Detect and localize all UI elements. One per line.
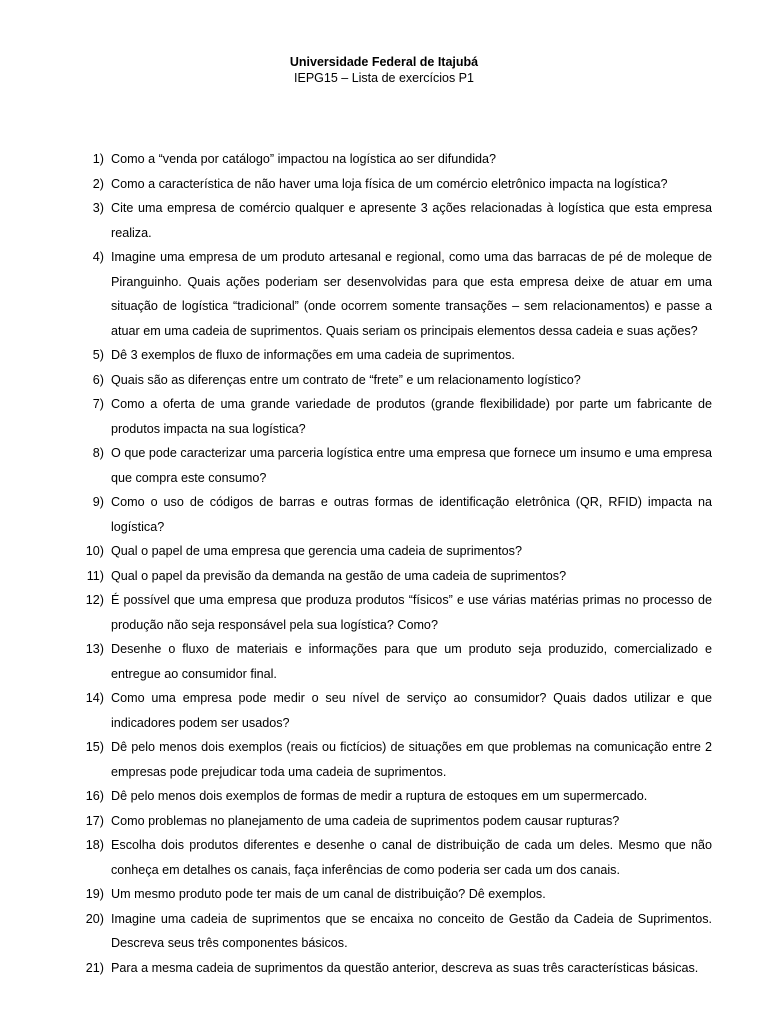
question-item (80, 441, 712, 490)
question-text: Cite uma empresa de comércio qualquer e apresente 3 ações relacionadas à logística que esta empresa realiza. (111, 201, 712, 240)
question-item (80, 343, 712, 368)
university-title: Universidade Federal de Itajubá (289, 55, 479, 69)
question-item (80, 539, 712, 564)
question-item (80, 490, 712, 539)
question-item (80, 833, 712, 882)
question-text: Como o uso de códigos de barras e outras formas de identificação eletrônica (QR, RFID) impacta na logística? (111, 495, 712, 534)
question-item (80, 784, 712, 809)
question-number: 16) (85, 789, 104, 803)
question-item (80, 245, 712, 343)
question-item (80, 907, 712, 956)
question-number: 7) (92, 397, 104, 411)
question-number: 13) (85, 642, 104, 656)
question-text: Qual o papel da previsão da demanda na gestão de uma cadeia de suprimentos? (111, 568, 567, 583)
question-number: 17) (85, 813, 104, 828)
question-item (80, 637, 712, 686)
question-number: 15) (85, 740, 104, 754)
exercise-list-subtitle: IEPG15 – Lista de exercícios P1 (294, 71, 474, 85)
question-text: Desenhe o fluxo de materiais e informações para que um produto seja produzido, comercializado e entregue ao consumidor final. (111, 642, 712, 681)
question-text: Como a oferta de uma grande variedade de produtos (grande flexibilidade) por parte um fabricante de produtos impacta na sua logística? (111, 397, 712, 436)
question-item (80, 368, 712, 393)
document-header (0, 54, 768, 86)
question-item (80, 392, 712, 441)
question-text: Quais são as diferenças entre um contrato de “frete” e um relacionamento logístico? (111, 372, 581, 387)
question-item (80, 172, 712, 197)
question-text: Um mesmo produto pode ter mais de um canal de distribuição? Dê exemplos. (111, 887, 546, 901)
question-number: 14) (85, 691, 104, 705)
question-number: 5) (92, 348, 104, 362)
question-number: 8) (92, 446, 104, 460)
question-text: Imagine uma empresa de um produto artesanal e regional, como uma das barracas de pé de moleque de Piranguinho. Quais ações poderiam ser desenvolvidas para que esta empresa deixe de atuar em uma situação de logística “tradicional” (onde ocorrem somente transações – sem relacionamentos) e passe a atuar em uma cadeia de suprimentos. Quais seriam os principais elementos dessa cadeia e suas ações? (111, 250, 712, 338)
question-text: Dê pelo menos dois exemplos (reais ou fictícios) de situações em que problemas na comunicação entre 2 empresas pode prejudicar toda uma cadeia de suprimentos. (111, 740, 712, 779)
question-text: Como problemas no planejamento de uma cadeia de suprimentos podem causar rupturas? (111, 813, 620, 828)
question-text: Imagine uma cadeia de suprimentos que se encaixa no conceito de Gestão da Cadeia de Suprimentos. Descreva seus três componentes básicos. (111, 911, 712, 950)
question-text: Como uma empresa pode medir o seu nível de serviço ao consumidor? Quais dados utilizar e que indicadores podem ser usados? (111, 691, 712, 730)
question-text: Qual o papel de uma empresa que gerencia uma cadeia de suprimentos? (111, 544, 522, 558)
question-number: 2) (92, 176, 104, 191)
question-item (80, 588, 712, 637)
question-number: 6) (92, 372, 104, 387)
question-number: 1) (92, 152, 104, 166)
question-number: 11) (86, 568, 104, 583)
question-number: 18) (85, 838, 104, 852)
question-item (80, 147, 712, 172)
question-text: Dê 3 exemplos de fluxo de informações em uma cadeia de suprimentos. (111, 348, 515, 362)
question-text: Escolha dois produtos diferentes e desenhe o canal de distribuição de cada um deles. Mesmo que não conheça em detalhes os canais, faça inferências de como poderia ser cada um dos canais. (111, 838, 712, 877)
question-text: Como a característica de não haver uma loja física de um comércio eletrônico impacta na logística? (111, 176, 668, 191)
question-number: 4) (92, 250, 104, 264)
question-item (80, 882, 712, 907)
question-item (80, 809, 712, 834)
question-item (80, 956, 712, 981)
question-number: 20) (85, 911, 104, 926)
question-number: 21) (85, 960, 104, 975)
question-text: O que pode caracterizar uma parceria logística entre uma empresa que fornece um insumo e uma empresa que compra este consumo? (111, 446, 712, 485)
question-item (80, 196, 712, 245)
question-item (80, 735, 712, 784)
question-text: Para a mesma cadeia de suprimentos da questão anterior, descreva as suas três características básicas. (111, 960, 699, 975)
question-item (80, 564, 712, 589)
question-number: 10) (85, 544, 104, 558)
question-text: É possível que uma empresa que produza produtos “físicos” e use várias matérias primas no processo de produção não seja responsável pela sua logística? Como? (111, 593, 712, 632)
question-number: 19) (85, 887, 104, 901)
question-list (80, 147, 712, 980)
question-number: 12) (85, 593, 104, 607)
question-number: 9) (92, 495, 104, 509)
question-text: Dê pelo menos dois exemplos de formas de medir a ruptura de estoques em um supermercado. (111, 789, 648, 803)
question-text: Como a “venda por catálogo” impactou na logística ao ser difundida? (111, 152, 497, 166)
question-number: 3) (92, 201, 104, 215)
question-item (80, 686, 712, 735)
